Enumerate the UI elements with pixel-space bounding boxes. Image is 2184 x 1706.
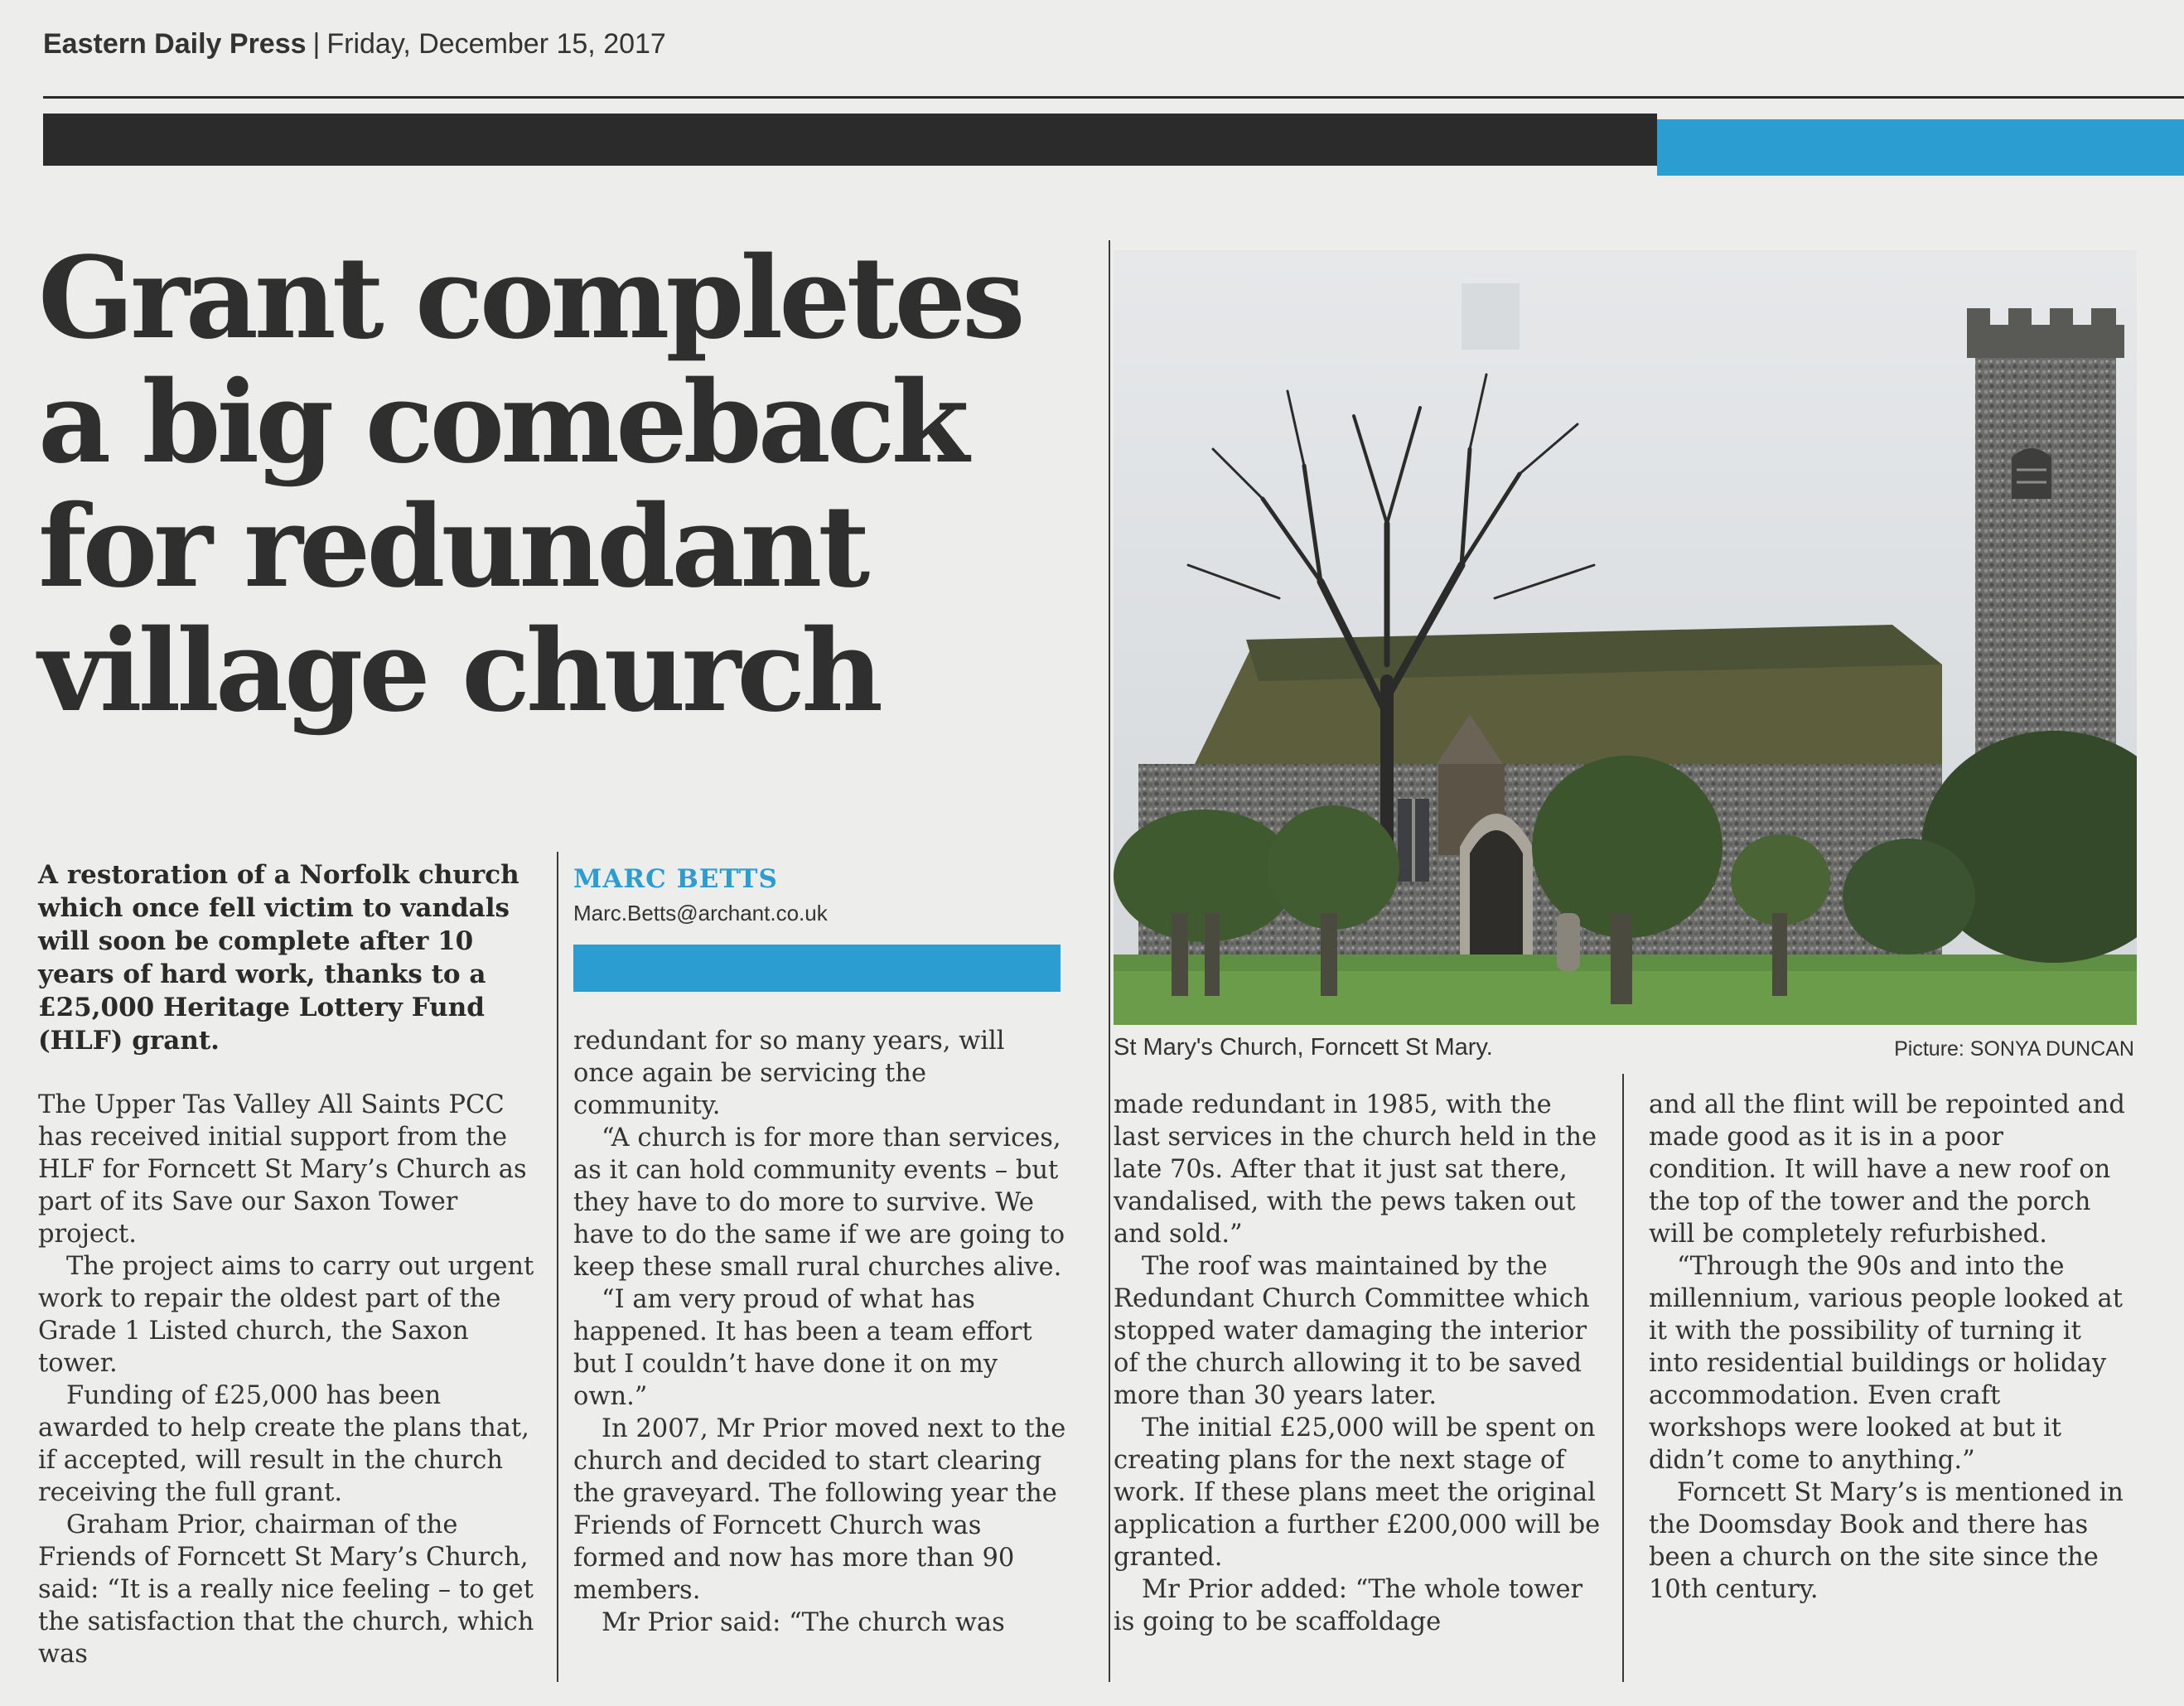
byline-bar [573, 945, 1061, 992]
paragraph: The Upper Tas Valley All Saints PCC has received initial support from the HLF for Forncett St Mary’s Church as part of its Save our Saxon Tower project. [38, 1090, 527, 1249]
article-column-1 [38, 1089, 535, 1670]
photo-credit: Picture: SONYA DUNCAN [1894, 1037, 2134, 1061]
paragraph: Forncett St Mary’s is mentioned in the Doomsday Book and there has been a church on the site since the 10th century. [1649, 1478, 2124, 1604]
column-divider-3 [1622, 1074, 1624, 1682]
paragraph: made redundant in 1985, with the last services in the church held in the late 70s. After that it just sat there, vandalised, with the pews taken out and sold.” [1114, 1090, 1597, 1249]
standfirst: A restoration of a Norfolk church which once fell victim to vandals will soon be complete after 10 years of hard work, thanks to a £25,000 Heritage Lottery Fund (HLF) grant. [38, 860, 519, 1056]
column-divider-photo [1109, 240, 1110, 1682]
paragraph: redundant for so many years, will once again be servicing the community. [573, 1027, 1005, 1120]
paragraph: Mr Prior said: “The church was [602, 1608, 1005, 1637]
article-column-4 [1649, 1089, 2138, 1606]
church-photo [1114, 250, 2137, 1025]
paper-name: Eastern Daily Press [43, 28, 307, 60]
article-column-3 [1114, 1089, 1602, 1638]
paragraph: Graham Prior, chairman of the Friends of Forncett St Mary’s Church, said: “It is a really nice feeling – to get the satisfaction that the church, which was [38, 1510, 534, 1669]
byline-email[interactable]: Marc.Betts@archant.co.uk [573, 901, 828, 925]
paragraph: The roof was maintained by the Redundant Church Committee which stopped water damaging the interior of the church allowing it to be saved more than 30 years later. [1114, 1252, 1590, 1410]
issue-date: Friday, December 15, 2017 [326, 28, 666, 60]
section-bar-dark [43, 114, 1657, 166]
top-rule [43, 96, 2184, 99]
paragraph: and all the flint will be repointed and made good as it is in a poor condition. It will have a new roof on the top of the tower and the porch will be completely refurbished. [1649, 1090, 2125, 1249]
church-illustration [1114, 250, 2137, 1025]
paragraph: Funding of £25,000 has been awarded to help create the plans that, if accepted, will result in the church receiving the full grant. [38, 1381, 529, 1507]
paragraph: Mr Prior added: “The whole tower is going to be scaffoldage [1114, 1575, 1583, 1636]
masthead-separator: | [312, 28, 321, 60]
column-divider-1 [557, 852, 558, 1682]
paragraph: “I am very proud of what has happened. It has been a team effort but I couldn’t have done it on my own.” [573, 1285, 1032, 1411]
paragraph: In 2007, Mr Prior moved next to the church and decided to start clearing the graveyard. The following year the Friends of Forncett Church was formed and now has more than 90 members. [573, 1414, 1066, 1605]
paragraph: The initial £25,000 will be spent on creating plans for the next stage of work. If these plans meet the original application a further £200,000 will be granted. [1114, 1414, 1601, 1572]
headline: Grant completes a big comeback for redundant village church [38, 232, 1022, 737]
photo-caption: St Mary's Church, Forncett St Mary. [1114, 1034, 1493, 1061]
byline-name: MARC BETTS [573, 864, 778, 894]
paragraph: “A church is for more than services, as it can hold community events – but they have to do more to survive. We have to do the same if we are going to keep these small rural churches alive. [573, 1124, 1065, 1282]
paragraph: “Through the 90s and into the millennium, various people looked at it with the possibility of turning it into residential buildings or holiday accommodation. Even craft workshops were looked at but it didn’t come to anything.” [1649, 1252, 2123, 1475]
masthead [43, 28, 666, 60]
paragraph: The project aims to carry out urgent work to repair the oldest part of the Grade 1 Listed church, the Saxon tower. [38, 1252, 534, 1378]
article-column-2 [573, 1025, 1070, 1639]
section-bar-blue [1657, 119, 2184, 176]
